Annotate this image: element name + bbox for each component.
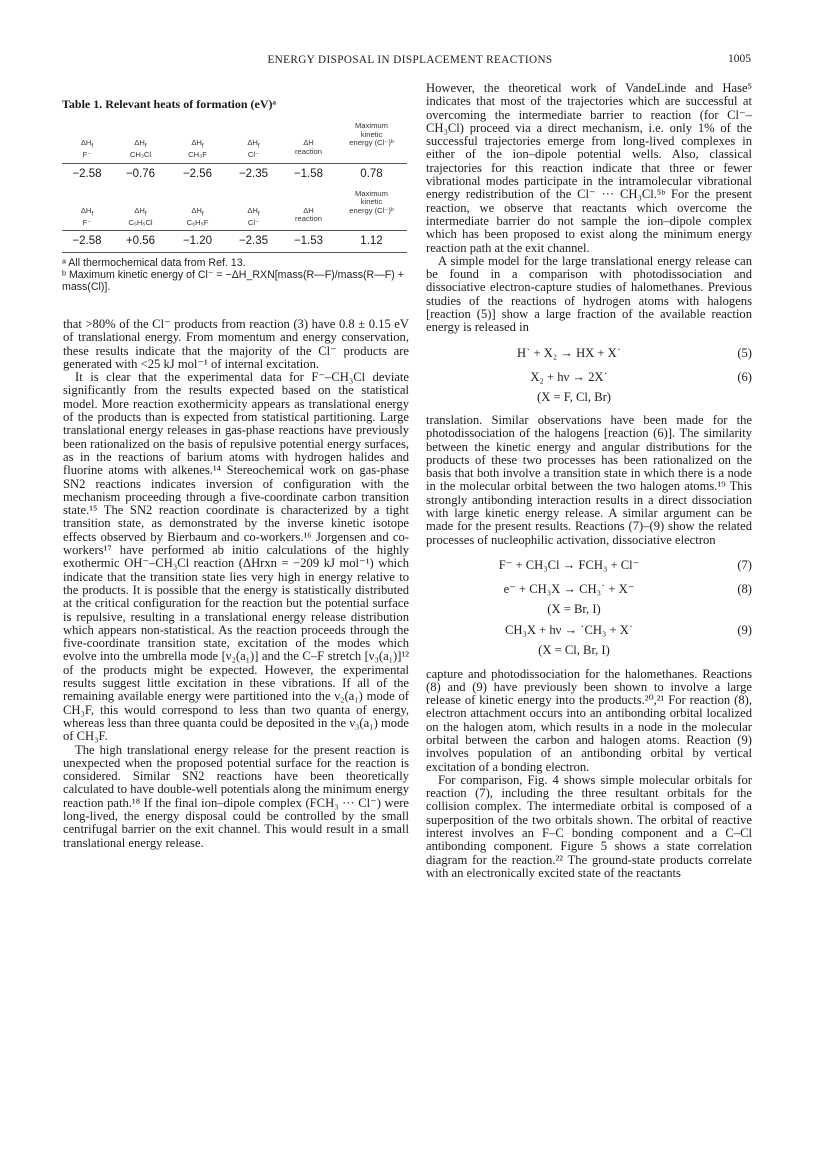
paragraph: For comparison, Fig. 4 shows simple molecular orbitals for reaction (7), including the three resultant orbitals for the collision complex. The intermediate orbital is composed of a superposition of the two orbitals shown. The orbital of reactive interest involves an F–C bonding component and a C–Cl antibonding component. Figure 5 shows a state correlation diagram for the reaction.²² The ground-state products correlate with an electronically excited state of the reactants	[426, 772, 752, 880]
table-cell: −1.20	[182, 235, 213, 248]
table-footnote-b: ᵇ Maximum kinetic energy of Cl⁻ = −ΔH_RXN[mass(R—F)/mass(R—F) + mass(Cl)].	[62, 269, 404, 294]
th-1-6: Maximum kinetic energy (Cl⁻)ᵇ	[349, 121, 394, 147]
table-cell: −2.35	[238, 167, 269, 180]
table-rule	[62, 230, 407, 231]
equation-expression: H˙ + X₂ → HX + X˙	[517, 345, 621, 360]
paragraph: that >80% of the Cl⁻ products from reaction (3) have 0.8 ± 0.15 eV of translational energy. From momentum and energy conservation, these results indicate that the majority of the Cl⁻ products are generated with <25 kJ mol⁻¹ of internal excitation.	[63, 317, 409, 371]
equation-8	[426, 579, 752, 601]
paragraph: The high translational energy release for the present reaction is unexpected when the proposed potential surface for the reaction is considered. Similar SN2 reactions have been theoretically calculated to have double-well potentials along the minimum energy reaction path.¹⁸ If the final ion–dipole complex (FCH₃ ··· Cl⁻) were long-lived, the energy disposal could be controlled by the small centrifugal barrier on the exit channel. This would result in a small translational energy release.	[63, 742, 409, 850]
table-cell: −2.58	[72, 235, 102, 248]
th-2-3: $\Delta H_f$ C₆H₅F	[186, 205, 209, 227]
table-cell: −2.56	[182, 167, 213, 180]
table-header-row-1	[62, 122, 407, 160]
table-cell: −1.58	[293, 167, 324, 180]
equation-expression: e⁻ + CH₃X → CH₃˙ + X⁻	[503, 581, 635, 596]
table-cell: 0.78	[360, 167, 383, 180]
table-cell: −1.53	[293, 235, 324, 248]
table-rule	[62, 252, 407, 253]
equation-expression: F⁻ + CH₃Cl → FCH₃ + Cl⁻	[498, 557, 640, 572]
th-1-1: $\Delta H_f$ F⁻	[80, 138, 94, 160]
equation-expression: CH₃X + hν → ˙CH₃ + X˙	[504, 623, 634, 638]
th-2-5: ΔH reaction	[294, 205, 323, 224]
table-rule	[62, 163, 407, 164]
paragraph: capture and photodissociation for the halomethanes. Reactions (8) and (9) have previously been shown to involve a large release of kinetic energy into the products.²⁰,²¹ For reaction (8), electron attachment occurs into an antibonding orbital localized on the halogen atom, which results in a node in the molecular orbital between the carbon and halogen atoms. Reaction (9) involves population of an antibonding orbital by vertical excitation of a bonding electron.	[426, 666, 752, 774]
th-1-5: ΔH reaction	[294, 138, 323, 156]
equation-number: (9)	[737, 623, 752, 638]
table-cell: −2.35	[238, 235, 269, 248]
running-header: ENERGY DISPOSAL IN DISPLACEMENT REACTIONS	[267, 54, 553, 66]
table-header-row-2	[62, 190, 407, 228]
table-1	[62, 97, 407, 293]
equation-6	[426, 367, 752, 389]
th-1-2: $\Delta H_f$ CH₃Cl	[129, 138, 152, 160]
page-number: 1005	[728, 53, 751, 65]
equation-9	[426, 620, 752, 642]
paragraph: A simple model for the large translational energy release can be found in a comparison with photodissociation and dissociative electron-capture studies of halomethanes. Previous studies of the reactions of hydrogen atoms with halogens [reaction (5)] show a large fraction of the available reaction energy is released in	[426, 253, 752, 335]
table-cell: −0.76	[125, 167, 156, 180]
right-column	[426, 82, 752, 880]
left-column	[63, 318, 409, 850]
equation-expression: X₂ + hν → 2X˙	[530, 369, 608, 384]
table-row-2	[62, 235, 407, 247]
equation-condition: (X = Br, I)	[547, 601, 601, 616]
table-title: Table 1. Relevant heats of formation (eV)ᵃ	[62, 97, 277, 111]
table-row-1	[62, 168, 407, 180]
th-1-4: $\Delta H_f$ Cl⁻	[247, 138, 260, 160]
paragraph: However, the theoretical work of VandeLinde and Hase⁵ indicates that most of the trajectories which are successful at overcoming the intermediate barrier to reaction (for Cl⁻–CH₃Cl) proceed via a direct mechanism, i.e. only 1% of the successful trajectories emerge from long-lived complexes in either of the ion–dipole potential wells. Also, classical trajectories for this reaction indicate that three or fewer vibrational modes participate in the intramolecular vibrational energy redistribution of the Cl⁻ ··· CH₃Cl.⁵ᵇ For the present reaction, we observe that reactants which overcome the intermediate barrier do not sample the ion–dipole complex which has been proposed to exist along the minimum energy reaction path at the exit channel.	[426, 81, 752, 255]
paragraph: translation. Similar observations have been made for the photodissociation of the halogens [reaction (6)]. The similarity between the kinetic energy and angular distributions for the products of these two processes has been rationalized on the basis that both involve a transition state in which there is a node in the molecular orbital between the two halogen atoms.¹⁹ This strongly antibonding interaction results in a direct dissociation with large kinetic energy release. A similar argument can be made for the present results. Reactions (7)–(9) show the related processes of nucleophilic activation, dissociative electron	[426, 412, 752, 547]
table-cell: −2.58	[72, 167, 102, 180]
equation-5	[426, 343, 752, 365]
th-1-3: $\Delta H_f$ CH₃F	[188, 138, 207, 160]
equation-number: (6)	[737, 369, 752, 384]
equation-condition: (X = Cl, Br, I)	[538, 643, 610, 658]
equation-7	[426, 555, 752, 577]
equation-number: (8)	[737, 581, 752, 596]
equation-condition: (X = F, Cl, Br)	[537, 389, 611, 404]
table-footnote-a: ᵃ All thermochemical data from Ref. 13.	[62, 257, 246, 270]
th-2-2: $\Delta H_f$ C₆H₅Cl	[128, 205, 153, 227]
equation-number: (7)	[737, 557, 752, 572]
th-2-6: Maximum kinetic energy (Cl⁻)ᵇ	[349, 188, 394, 215]
th-2-4: $\Delta H_f$ Cl⁻	[247, 205, 260, 227]
equation-number: (5)	[737, 345, 752, 360]
table-cell: +0.56	[125, 235, 156, 248]
table-cell: 1.12	[360, 235, 383, 248]
th-2-1: $\Delta H_f$ F⁻	[80, 205, 94, 227]
paragraph: It is clear that the experimental data for F⁻–CH₃Cl deviate significantly from the results expected based on the statistical model. More reaction exothermicity appears as translational energy of the products than is expected from statistical partitioning. Large translational energy releases in gas-phase reactions have previously been rationalized on the basis of repulsive potential energy surfaces, as in the reactions of barium atoms with hydrogen halides and fluorine atoms with alkenes.¹⁴ Stereochemical work on gas-phase SN2 reactions indicates inversion of configuration with the mechanism proceeding through a five-coordinate carbon transition state.¹⁵ The SN2 reaction coordinate is characterized by a tight transition state, as demonstrated by the inverse kinetic isotope effects observed by Bierbaum and co-workers.¹⁶ Jorgensen and co-workers¹⁷ have performed ab initio calculations of the highly exothermic OH⁻–CH₃Cl reaction (ΔHrxn = −209 kJ mol⁻¹) which indicate that the transition state lies very high in energy relative to the products. It is possible that the energy is statistically distributed at the critical configuration for the reaction but the potential surface is repulsive, resulting in a translational energy release distribution which appears non-statistical. As the reaction proceeds through the five-coordinate transition state, excitation of the modes which evolve into the umbrella mode [ν₂(a₁)] and the C–F stretch [ν₃(a₁)]¹² of the products might be expected. However, the experimental results suggest little excitation in these vibrations. If all of the remaining available energy were partitioned into the ν₂(a₁) mode of CH₃F, this would correspond to less than two quanta of energy, whereas less than three quanta could be deposited in the ν₃(a₁) mode of CH₃F.	[63, 370, 409, 744]
